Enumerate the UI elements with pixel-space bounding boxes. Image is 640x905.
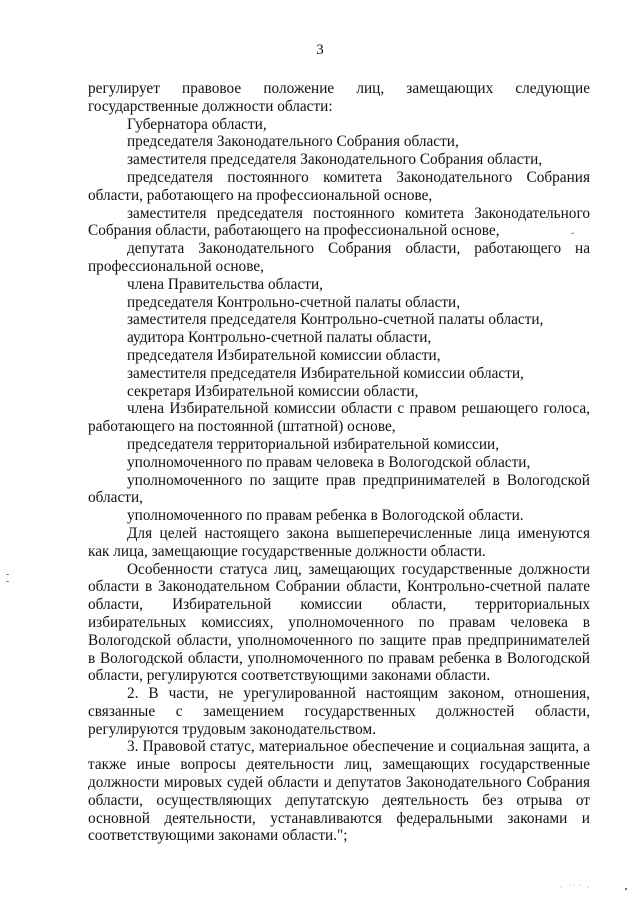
footer-scan-mark: · ˙˙˙ · bbox=[560, 883, 592, 892]
paragraph: члена Правительства области, bbox=[127, 275, 323, 293]
paragraph: 3. Правовой статус, материальное обеспечение и социальная защита, а также иные вопросы деятельности лиц, замещающих государственные должности мировых судей области и депутатов Законодательного Собрания области, осуществляющих депутатскую деятельность без отрыва от основной деятельности, устанавливаются федеральными законами и соответствующими законами области."; bbox=[88, 738, 590, 845]
paragraph: заместителя председателя Законодательного Собрания области, bbox=[127, 151, 543, 169]
paragraph: председателя постоянного комитета Законодательного Собрания области, работающего на профессиональной основе, bbox=[88, 168, 590, 204]
paragraph: секретаря Избирательной комиссии области, bbox=[127, 382, 419, 400]
scan-mark: ˇ bbox=[571, 232, 575, 243]
scan-edge-mark bbox=[6, 581, 9, 582]
page-number: 3 bbox=[316, 42, 324, 58]
scan-edge-mark bbox=[6, 574, 9, 575]
paragraph: заместителя председателя постоянного комитета Законодательного Собрания области, работающего на профессиональной основе, bbox=[88, 204, 590, 240]
paragraph: регулирует правовое положение лиц, замещающих следующие государственные должности области: bbox=[88, 80, 590, 115]
paragraph: председателя Законодательного Собрания области, bbox=[127, 133, 459, 151]
paragraph: заместителя председателя Контрольно-счетной палаты области, bbox=[127, 311, 544, 329]
footer-scan-dot bbox=[625, 888, 627, 890]
paragraph: Губернатора области, bbox=[127, 115, 267, 133]
paragraph: председателя Избирательной комиссии области, bbox=[127, 346, 441, 364]
paragraph: члена Избирательной комиссии области с правом решающего голоса, работающего на постоянной (штатной) основе, bbox=[88, 400, 590, 436]
paragraph: 2. В части, не урегулированной настоящим законом, отношения, связанные с замещением государственных должностей области, регулируются трудовым законодательством. bbox=[88, 685, 590, 738]
paragraph: заместителя председателя Избирательной комиссии области, bbox=[127, 364, 524, 382]
paragraph: аудитора Контрольно-счетной палаты области, bbox=[127, 329, 432, 347]
paragraph: депутата Законодательного Собрания области, работающего на профессиональной основе, bbox=[88, 240, 590, 275]
paragraph: уполномоченного по защите прав предпринимателей в Вологодской области, bbox=[88, 471, 590, 507]
paragraph: уполномоченного по правам человека в Вологодской области, bbox=[127, 453, 531, 471]
paragraph: председателя территориальной избирательной комиссии, bbox=[127, 435, 500, 453]
document-body bbox=[88, 80, 590, 845]
paragraph: Для целей настоящего закона вышеперечисленные лица именуются как лица, замещающие государственные должности области. bbox=[88, 524, 590, 560]
paragraph: Особенности статуса лиц, замещающих государственные должности области в Законодательном Собрании области, Контрольно-счетной палате области, Избирательной комиссии области, территориальных избирательных комиссиях, уполномоченного по правам человека в Вологодской области, уполномоченного по защите прав предпринимателей в Вологодской области, уполномоченного по правам ребенка в Вологодской области, регулируются соответствующими законами области. bbox=[88, 560, 590, 685]
paragraph: председателя Контрольно-счетной палаты области, bbox=[127, 293, 461, 311]
paragraph: уполномоченного по правам ребенка в Вологодской области. bbox=[127, 507, 524, 525]
